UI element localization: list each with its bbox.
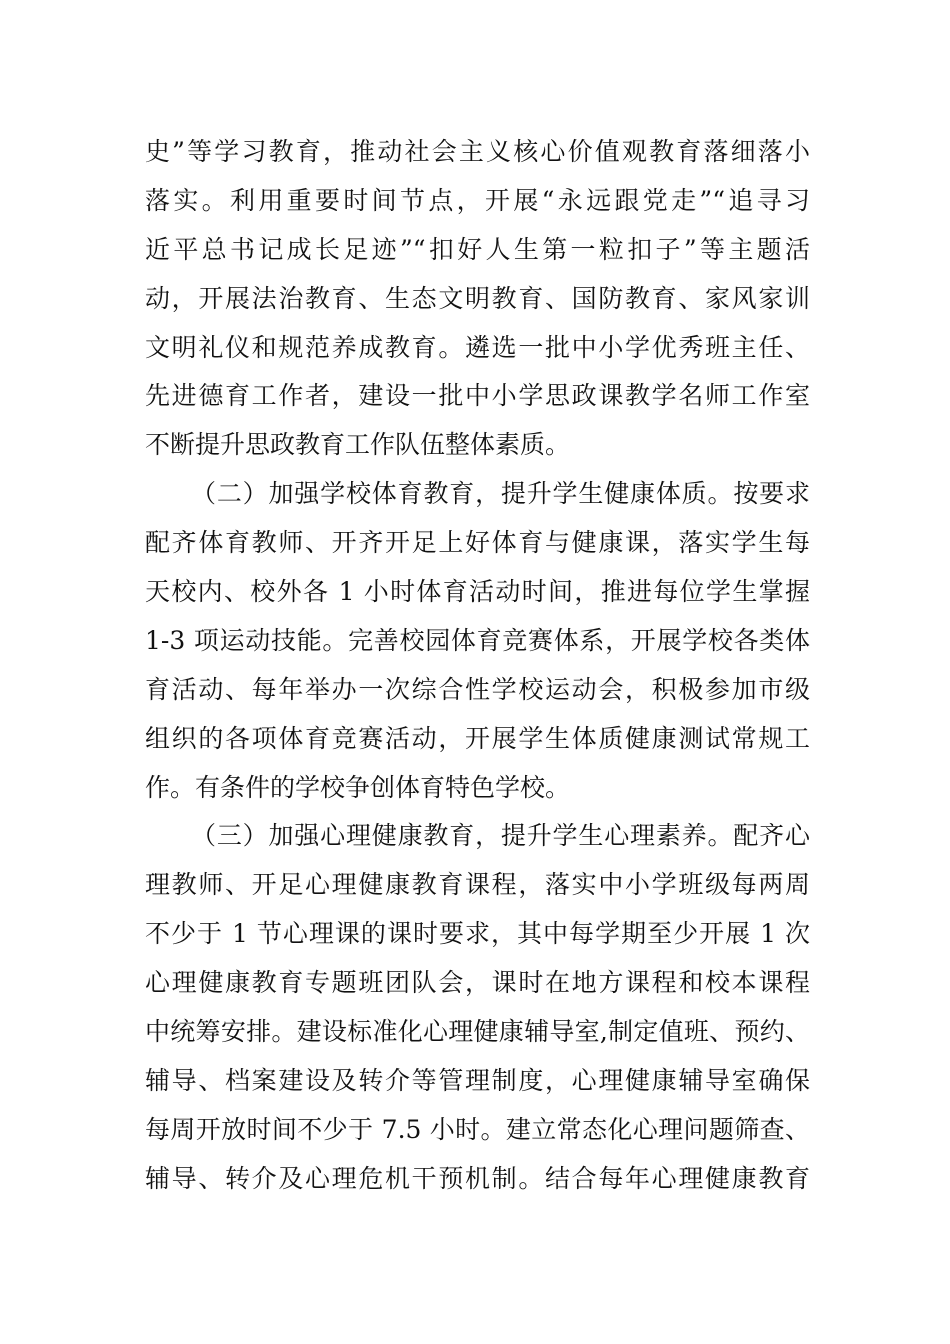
text-line: 配齐体育教师、开齐开足上好体育与健康课，落实学生每	[145, 528, 810, 558]
text-line: 理教师、开足心理健康教育课程，落实中小学班级每两周	[145, 870, 810, 900]
text-line: 落实。利用重要时间节点，开展“永远跟党走”“追寻习	[145, 185, 810, 215]
text-line: 中统筹安排。建设标准化心理健康辅导室,制定值班、预约、	[145, 1017, 810, 1047]
text-line: 不少于 1 节心理课的课时要求，其中每学期至少开展 1 次	[145, 919, 810, 949]
paragraph-p3	[145, 812, 810, 1203]
text-line: 每周开放时间不少于 7.5 小时。建立常态化心理问题筛查、	[145, 1114, 810, 1144]
text-line: 辅导、档案建设及转介等管理制度，心理健康辅导室确保	[145, 1065, 810, 1095]
text-line: 近平总书记成长足迹”“扣好人生第一粒扣子”等主题活	[145, 234, 810, 264]
text-line: 辅导、转介及心理危机干预机制。结合每年心理健康教育	[145, 1163, 810, 1193]
text-line: 组织的各项体育竞赛活动，开展学生体质健康测试常规工	[145, 723, 810, 753]
text-line: 史”等学习教育，推动社会主义核心价值观教育落细落小	[145, 137, 810, 166]
document-body	[145, 128, 810, 1204]
paragraph-p2	[145, 470, 810, 812]
text-line: 文明礼仪和规范养成教育。遴选一批中小学优秀班主任、	[145, 332, 810, 362]
text-line: （三）加强心理健康教育，提升学生心理素养。配齐心	[191, 821, 810, 851]
text-line: 动，开展法治教育、生态文明教育、国防教育、家风家训	[145, 283, 810, 313]
text-line: 作。有条件的学校争创体育特色学校。	[145, 772, 571, 802]
text-line: 天校内、校外各 1 小时体育活动时间，推进每位学生掌握	[145, 577, 810, 607]
text-line: 不断提升思政教育工作队伍整体素质。	[145, 430, 571, 460]
text-line: （二）加强学校体育教育，提升学生健康体质。按要求	[191, 479, 810, 509]
text-line: 心理健康教育专题班团队会，课时在地方课程和校本课程	[145, 968, 810, 998]
text-line: 育活动、每年举办一次综合性学校运动会，积极参加市级	[145, 674, 810, 704]
text-line: 1-3 项运动技能。完善校园体育竞赛体系，开展学校各类体	[145, 625, 810, 655]
text-line: 先进德育工作者，建设一批中小学思政课教学名师工作室	[145, 381, 810, 411]
paragraph-p1	[145, 128, 810, 470]
